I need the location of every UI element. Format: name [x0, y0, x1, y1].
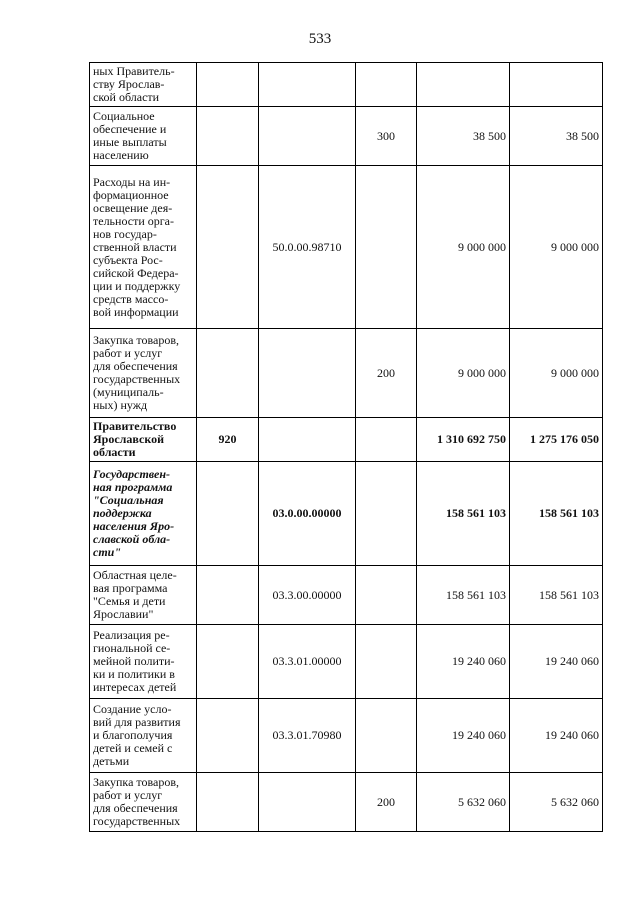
row-department-code	[197, 566, 259, 625]
table-row	[90, 107, 603, 166]
row-sum-year1: 158 561 103	[417, 462, 510, 566]
row-name: Правительство Ярославской области	[90, 418, 197, 462]
row-expense-type: 200	[356, 329, 417, 418]
row-expense-type: 300	[356, 107, 417, 166]
row-department-code	[197, 107, 259, 166]
row-sum-year1: 38 500	[417, 107, 510, 166]
row-department-code	[197, 773, 259, 832]
table-row	[90, 166, 603, 329]
row-target-article	[259, 107, 356, 166]
row-sum-year2: 19 240 060	[510, 699, 603, 773]
row-sum-year2: 5 632 060	[510, 773, 603, 832]
row-name: ных Правитель- ству Ярослав- ской области	[90, 63, 197, 107]
row-expense-type	[356, 462, 417, 566]
row-department-code	[197, 329, 259, 418]
row-target-article	[259, 773, 356, 832]
row-department-code	[197, 63, 259, 107]
row-expense-type	[356, 418, 417, 462]
row-sum-year2: 1 275 176 050	[510, 418, 603, 462]
row-name: Государствен- ная программа "Социальная поддержка населения Яро- славской обла- сти"	[90, 462, 197, 566]
row-name: Расходы на ин- формационное освещение дея- тельности орга- нов государ- ственной власти субъекта Рос- сийской Федера- ции и поддержку средств массо- вой информации	[90, 166, 197, 329]
row-department-code	[197, 625, 259, 699]
row-name: Реализация ре- гиональной се- мейной полити- ки и политики в интересах детей	[90, 625, 197, 699]
row-department-code: 920	[197, 418, 259, 462]
row-expense-type	[356, 625, 417, 699]
row-sum-year2: 38 500	[510, 107, 603, 166]
row-sum-year1: 9 000 000	[417, 329, 510, 418]
table-row	[90, 773, 603, 832]
row-sum-year2: 158 561 103	[510, 566, 603, 625]
row-sum-year1: 158 561 103	[417, 566, 510, 625]
row-department-code	[197, 166, 259, 329]
row-target-article: 03.3.01.00000	[259, 625, 356, 699]
row-sum-year1: 19 240 060	[417, 699, 510, 773]
row-name: Создание усло- вий для развития и благополучия детей и семей с детьми	[90, 699, 197, 773]
row-expense-type: 200	[356, 773, 417, 832]
row-target-article: 03.3.01.70980	[259, 699, 356, 773]
row-target-article	[259, 63, 356, 107]
row-name: Социальное обеспечение и иные выплаты населению	[90, 107, 197, 166]
table-row	[90, 566, 603, 625]
row-sum-year1: 19 240 060	[417, 625, 510, 699]
row-sum-year1	[417, 63, 510, 107]
row-sum-year1: 5 632 060	[417, 773, 510, 832]
row-sum-year2: 158 561 103	[510, 462, 603, 566]
row-expense-type	[356, 166, 417, 329]
table-row	[90, 462, 603, 566]
row-target-article	[259, 329, 356, 418]
page-number: 533	[308, 31, 332, 47]
row-expense-type	[356, 63, 417, 107]
row-sum-year2: 9 000 000	[510, 329, 603, 418]
row-target-article	[259, 418, 356, 462]
row-sum-year2: 19 240 060	[510, 625, 603, 699]
row-department-code	[197, 699, 259, 773]
row-name: Закупка товаров, работ и услуг для обеспечения государственных (муниципаль- ных) нужд	[90, 329, 197, 418]
row-name: Закупка товаров, работ и услуг для обеспечения государственных	[90, 773, 197, 832]
table-row	[90, 625, 603, 699]
table-row	[90, 418, 603, 462]
row-sum-year2: 9 000 000	[510, 166, 603, 329]
row-department-code	[197, 462, 259, 566]
row-name: Областная целе- вая программа "Семья и дети Ярославии"	[90, 566, 197, 625]
table-row	[90, 329, 603, 418]
row-sum-year1: 9 000 000	[417, 166, 510, 329]
table-row	[90, 63, 603, 107]
row-expense-type	[356, 699, 417, 773]
row-expense-type	[356, 566, 417, 625]
row-target-article: 03.0.00.00000	[259, 462, 356, 566]
table-row	[90, 699, 603, 773]
row-target-article: 50.0.00.98710	[259, 166, 356, 329]
row-target-article: 03.3.00.00000	[259, 566, 356, 625]
row-sum-year2	[510, 63, 603, 107]
row-sum-year1: 1 310 692 750	[417, 418, 510, 462]
budget-table	[89, 62, 603, 832]
